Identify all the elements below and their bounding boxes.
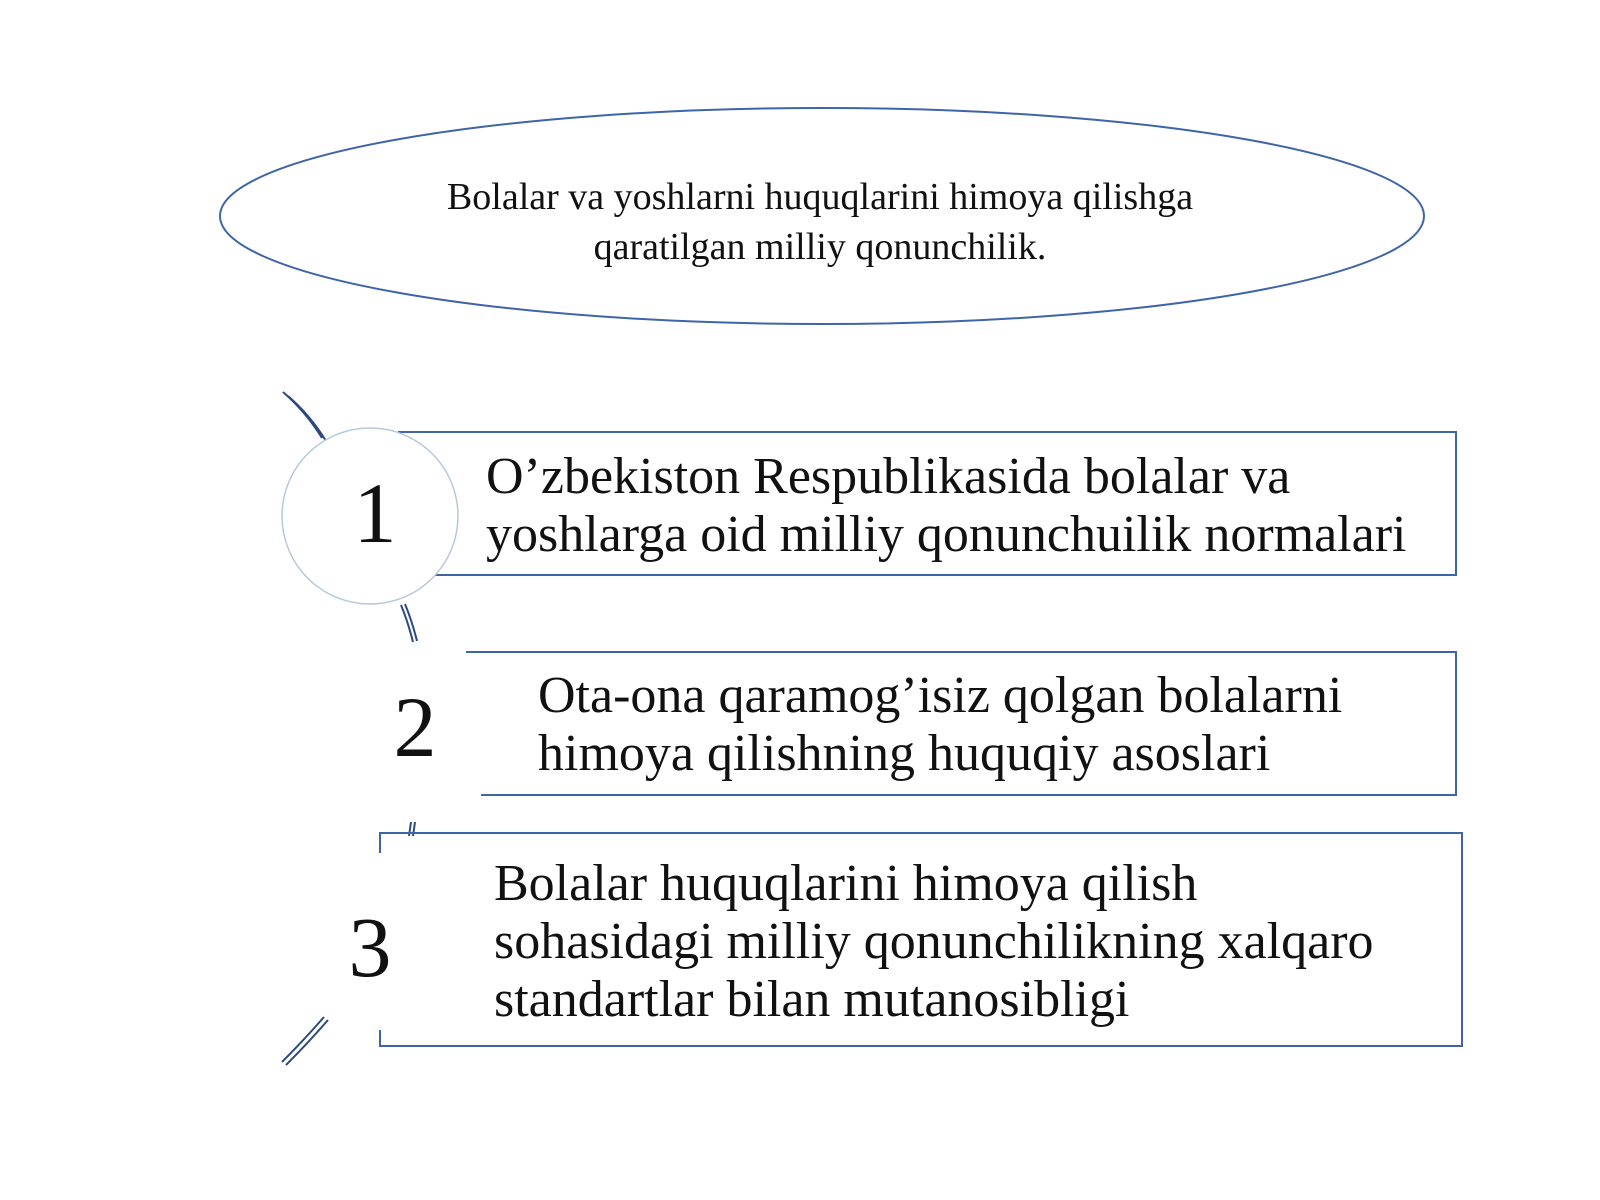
- item-2-line-2: himoya qilishning huquqiy asoslari: [538, 725, 1271, 782]
- item-1-line-2: yoshlarga oid milliy qonunchuilik normalari: [486, 506, 1407, 563]
- item-number-3: 3: [348, 899, 392, 995]
- header-title-line-1: Bolalar va yoshlarni huquqlarini himoya qilishga: [446, 176, 1194, 218]
- item-text-2: [538, 667, 1342, 783]
- item-number-2: 2: [393, 679, 437, 775]
- item-3-line-3: standartlar bilan mutanosibligi: [494, 971, 1130, 1028]
- item-2-line-1: Ota-ona qaramog’isiz qolgan bolalarni: [538, 667, 1343, 724]
- item-text-3: [494, 855, 1374, 1029]
- header-title: [380, 172, 1260, 272]
- item-text-1: [486, 448, 1406, 564]
- item-1-line-1: O’zbekiston Respublikasida bolalar va: [486, 448, 1291, 505]
- item-number-1: 1: [353, 465, 397, 561]
- item-3-line-1: Bolalar huquqlarini himoya qilish: [494, 855, 1198, 912]
- header-title-line-2: qaratilgan milliy qonunchilik.: [593, 226, 1047, 268]
- item-3-line-2: sohasidagi milliy qonunchilikning xalqaro: [494, 913, 1374, 970]
